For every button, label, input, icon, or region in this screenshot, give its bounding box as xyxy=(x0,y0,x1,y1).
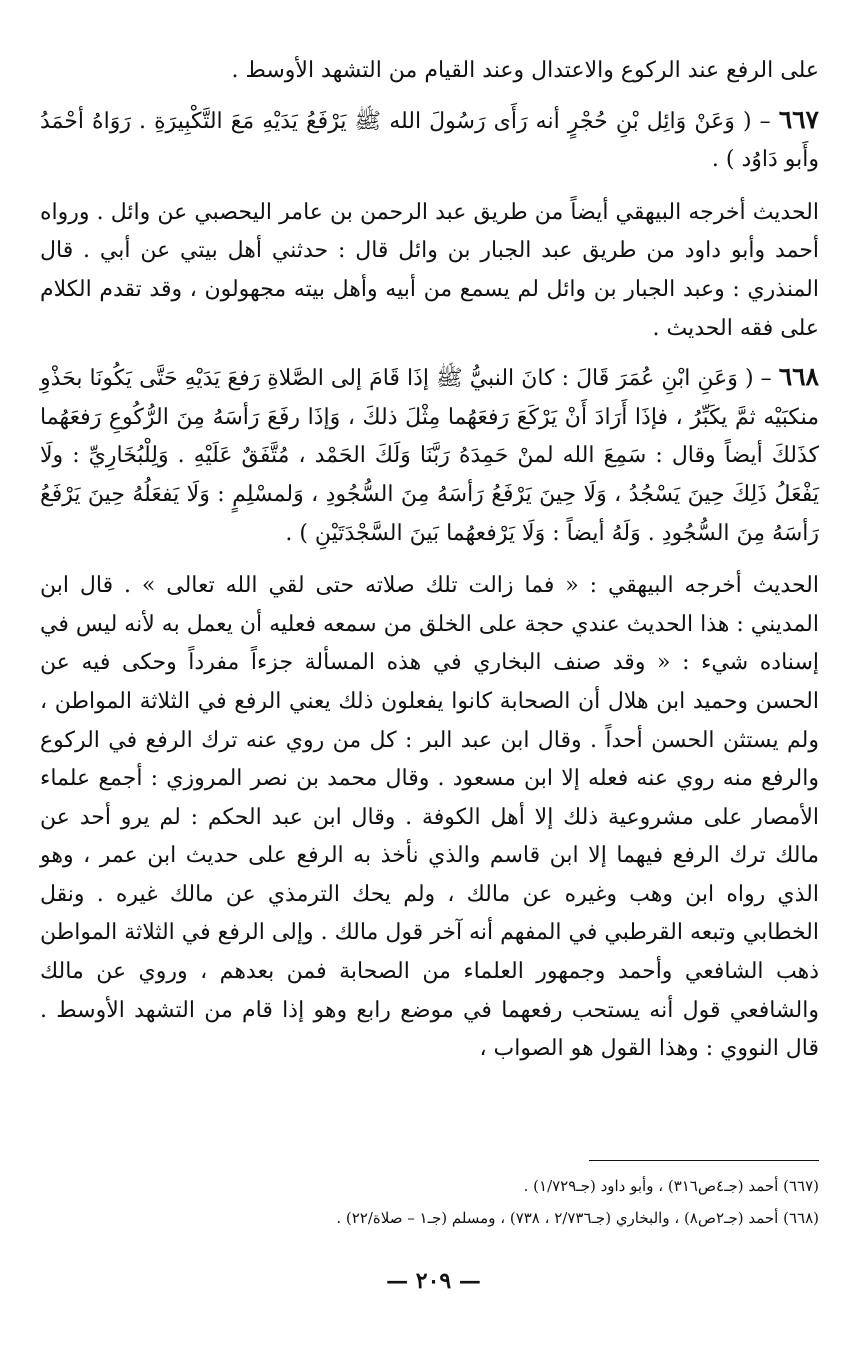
commentary-668: الحديث أخرجه البيهقي : « فما زالت تلك صلاته حتى لقي الله تعالى » . قال ابن المديني : هذا الحديث عندي حجة على الخلق من سمعه فعليه أن يعمل به لأنه ليس في إسناده شيء : « وقد صنف البخاري في هذه المسألة جزءاً مفرداً وحكى فيه عن الحسن وحميد ابن هلال أن الصحابة كانوا يفعلون ذلك يعني الرفع في الثلاثة المواطن ، ولم يستثن الحسن أحداً . وقال ابن عبد البر : كل من روي عنه ترك الرفع في الركوع والرفع منه روي عنه فعله إلا ابن مسعود . وقال محمد بن نصر المروزي : أجمع علماء الأمصار على مشروعية ذلك إلا أهل الكوفة . وقال ابن عبد الحكم : لم يرو أحد عن مالك ترك الرفع فيهما إلا ابن قاسم والذي نأخذ به الرفع على حديث ابن عمر ، وهو الذي رواه ابن وهب وغيره عن مالك ، ولم يحك الترمذي عن مالك غيره . ونقل الخطابي وتبعه القرطبي في المفهم أنه آخر قول مالك . وإلى الرفع في الثلاثة المواطن ذهب الشافعي وأحمد وجمهور العلماء من الصحابة فمن بعدهم ، وروي عن مالك والشافعي قول أنه يستحب رفعهما في موضع رابع وهو إذا قام من التشهد الأوسط . قال النووي : وهذا القول هو الصواب ، xyxy=(40,573,819,1062)
hadith-667 xyxy=(40,101,819,180)
commentary-667: الحديث أخرجه البيهقي أيضاً من طريق عبد الرحمن بن عامر اليحصبي عن وائل . ورواه أحمد وأبو داود من طريق عبد الجبار بن وائل قال : حدثني أهل بيتي عن أبي . قال المنذري : وعبد الجبار بن وائل لم يسمع من أبيه وأهل بيته مجهولون ، وقد تقدم الكلام على فقه الحديث . xyxy=(40,199,819,341)
footnote-668: (٦٦٨) أحمد (جـ٢ص٨) ، والبخاري (جـ٢/٧٣٦ ، ٧٣٨) ، ومسلم (جـ١ – صلاة/٢٢) . xyxy=(336,1209,819,1227)
hadith-number: ٦٦٨ xyxy=(778,362,819,392)
hadith-668 xyxy=(40,358,819,553)
footnote-667: (٦٦٧) أحمد (جـ٤ص٣١٦) ، وأبو داود (جـ١/٧٢٩) . xyxy=(523,1177,819,1195)
hadith-text: – ( وَعَنْ وَائِل بْنِ حُجْرٍ أنه رَأَى رَسُولَ الله ﷺ يَرْفَعُ يَدَيْهِ مَعَ التَّكْبِيرَةِ . رَوَاهُ أحْمَدُ وأَبو دَاوُد ) . xyxy=(40,108,819,173)
page-number: — ٢٠٩ — xyxy=(386,1268,481,1294)
hadith-text: – ( وَعَنِ ابْنِ عُمَرَ قَالَ : كانَ النبيُّ ﷺ إذَا قَامَ إلى الصَّلاةِ رَفعَ يَدَيْهِ حَتَّى يَكُونَا بحَذْوِ منكبَيْه ثمَّ يكَبِّرُ ، فإذَا أَرَادَ أَنْ يَرْكَعَ رَفعَهُما مِثْلَ ذلكَ ، وَإذَا رفَعَ رَأسَهُ مِنَ الرُّكُوعِ رَفعَهُما كذَلكَ أيضاً وقال : سَمِعَ الله لمنْ حَمِدَهُ رَبَّنَا وَلَكَ الحَمْد ، مُتَّفَقٌ عَلَيْهِ . وَلِلْبُخَارِيِّ : ولَا يَفْعَلُ ذَلِكَ حِينَ يَسْجُدُ ، وَلَا حِينَ يَرْفَعُ رَأسَهُ مِنَ السُّجُودِ ، وَلمسْلِمٍ : وَلَا يَفعَلُهُ حِينَ يَرْفَعُ رَأسَهُ مِنَ السُّجُودِ . وَلَهُ أيضاً : وَلَا يَرْفعهُما بَينَ السَّجْدَتَيْنِ ) . xyxy=(40,366,819,546)
paragraph-continuation: على الرفع عند الركوع والاعتدال وعند القيام من التشهد الأوسط . xyxy=(231,58,819,83)
hadith-number: ٦٦٧ xyxy=(778,104,819,134)
footnotes xyxy=(40,1170,819,1234)
footnote-divider xyxy=(589,1160,819,1161)
